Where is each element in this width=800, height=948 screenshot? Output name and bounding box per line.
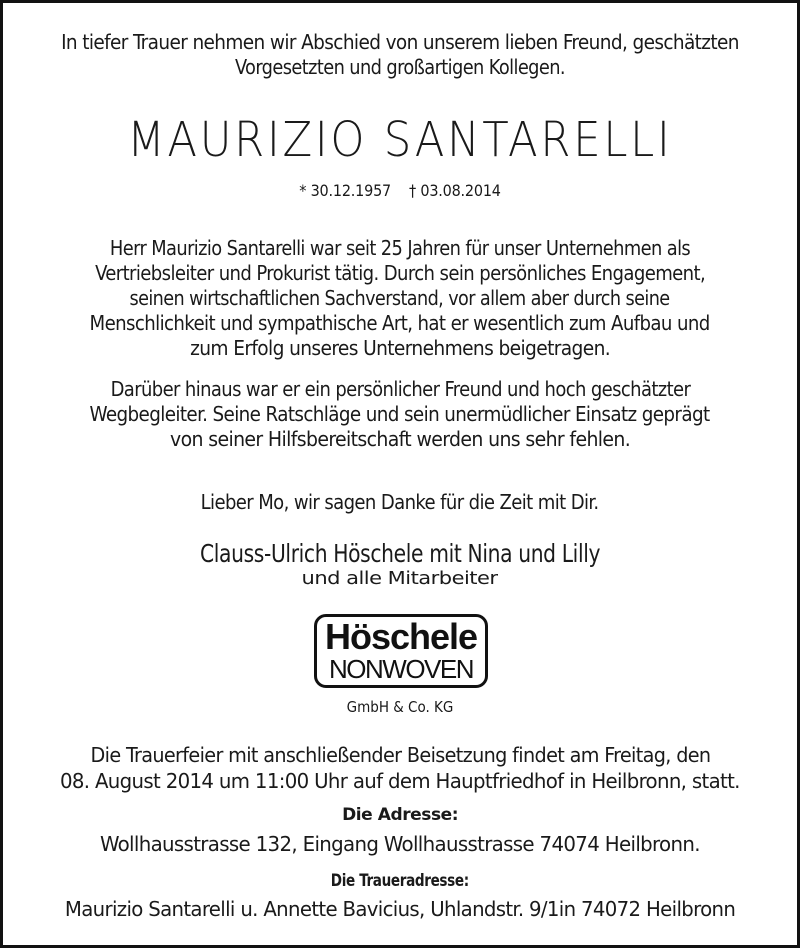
intro-line-1 xyxy=(3,30,797,55)
deceased-name: MAURIZIO SANTARELLI xyxy=(127,112,673,168)
birth-date: * 30.12.1957 xyxy=(299,181,391,200)
mourning-address-line: Maurizio Santarelli u. Annette Bavicius, Uhlandstr. 9/1in 74072 Heilbronn xyxy=(64,897,736,921)
ceremony-line-2: 08. August 2014 um 11:00 Uhr auf dem Hauptfriedhof in Heilbronn, statt. xyxy=(60,769,740,793)
intro-line-2 xyxy=(3,55,797,80)
logo-subtitle: GmbH & Co. KG xyxy=(346,698,454,716)
tribute-1-line-5: zum Erfolg unseres Unternehmens beigetragen. xyxy=(190,336,610,360)
life-dates xyxy=(3,181,797,201)
logo-text-hoeschele: Höschele xyxy=(324,616,478,657)
mourning-address-label: Die Traueradresse: xyxy=(330,871,469,891)
tribute-1-line-1: Herr Maurizio Santarelli war seit 25 Jahren für unser Unternehmen als xyxy=(109,236,691,260)
company-logo xyxy=(314,614,488,688)
address-line: Wollhausstrasse 132, Eingang Wollhausstrasse 74074 Heilbronn. xyxy=(100,832,700,856)
tribute-2-line-1: Darüber hinaus war er ein persönlicher Freund und hoch geschätzter xyxy=(110,377,690,401)
signer-line: Clauss-Ulrich Höschele mit Nina und Lilly xyxy=(199,539,601,568)
address-label: Die Adresse: xyxy=(341,805,459,825)
farewell-line: Lieber Mo, wir sagen Danke für die Zeit mit Dir. xyxy=(201,490,599,514)
tribute-1-line-3: seinen wirtschaftlichen Sachverstand, vor allem aber durch seine xyxy=(129,286,671,310)
tribute-2-line-2: Wegbegleiter. Seine Ratschläge und sein unermüdlicher Einsatz geprägt xyxy=(89,402,711,426)
death-date: † 03.08.2014 xyxy=(409,181,501,200)
signer-sub-line: und alle Mitarbeiter xyxy=(301,568,498,589)
intro-text-1: In tiefer Trauer nehmen wir Abschied von unserem lieben Freund, geschätzten xyxy=(61,30,739,54)
intro-text-2: Vorgesetzten und großartigen Kollegen. xyxy=(235,55,565,79)
tribute-1-line-4: Menschlichkeit und sympathische Art, hat er wesentlich zum Aufbau und xyxy=(89,311,711,335)
tribute-2-line-3: von seiner Hilfsbereitschaft werden uns sehr fehlen. xyxy=(169,427,631,451)
ceremony-line-1: Die Trauerfeier mit anschließender Beisetzung findet am Freitag, den xyxy=(90,743,710,767)
tribute-1-line-2: Vertriebsleiter und Prokurist tätig. Durch sein persönliches Engagement, xyxy=(94,261,706,285)
logo-text-nonwoven: NONWOVEN xyxy=(329,654,473,684)
